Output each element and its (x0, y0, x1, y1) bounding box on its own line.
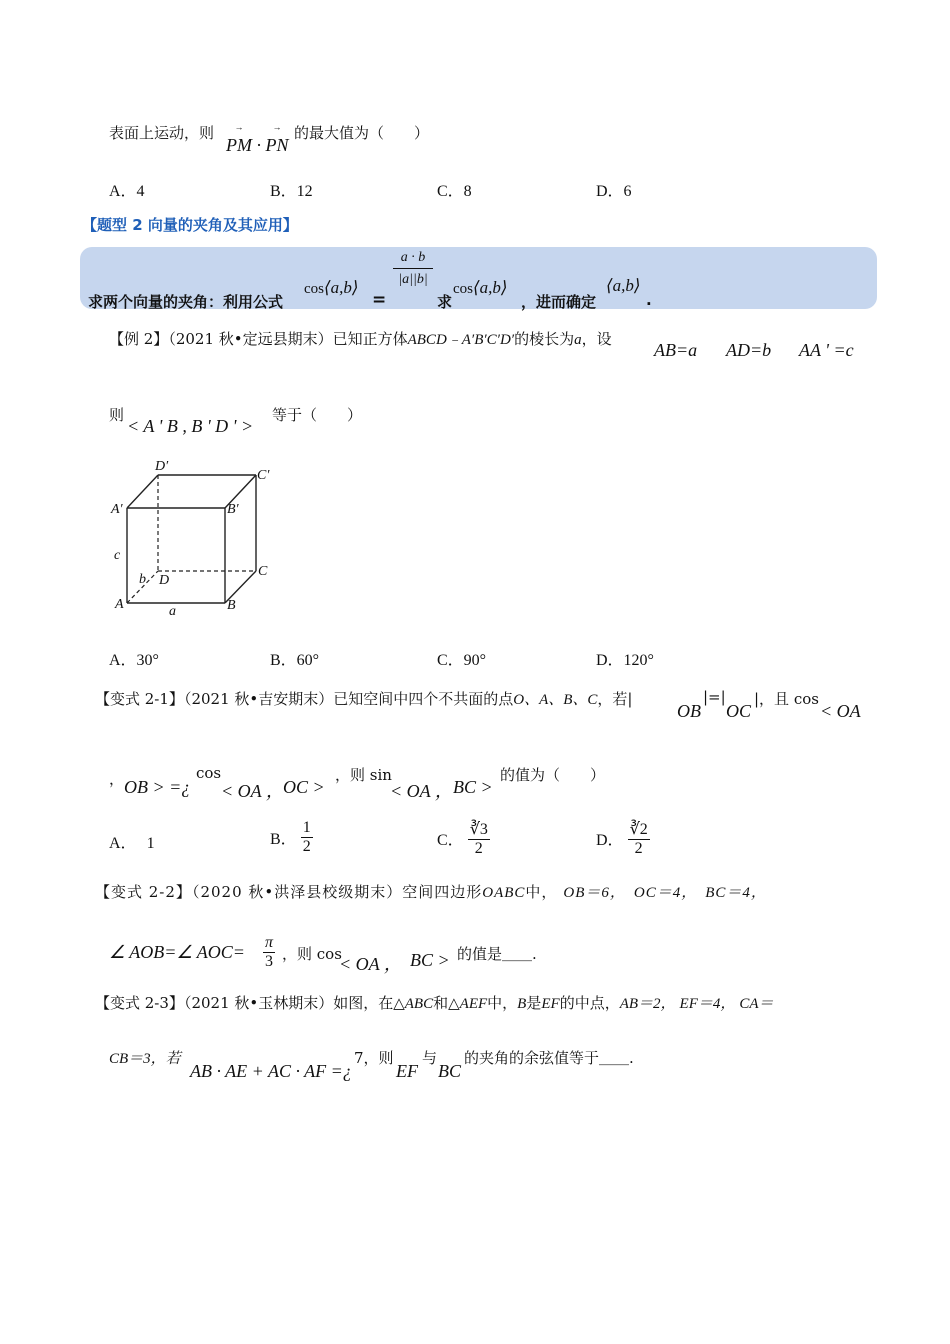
option-c-den: 2 (474, 840, 483, 857)
formula-prefix: 求两个向量的夹角：利用公式 (88, 293, 284, 311)
fraction-denominator: |a||b| (398, 272, 428, 287)
angle-ab-2: ⟨a,b⟩ (473, 278, 508, 297)
eq-ad: AD=b (726, 340, 772, 360)
formula-cos-2 (453, 278, 508, 298)
example2-line1 (109, 328, 612, 349)
variant23-cb: CB＝3，若 (109, 1051, 181, 1067)
abs-equals: |=| (703, 688, 726, 706)
variant23-line1 (95, 992, 774, 1013)
variant23-text4: 的中点， (559, 994, 620, 1012)
label-c-edge: c (114, 548, 121, 563)
formula-end: . (646, 291, 652, 309)
variant21-text2: ，若| (597, 690, 633, 708)
cube-name: ABCD﹣A′B′C′D′ (407, 332, 515, 348)
option-b-den: 2 (302, 838, 311, 855)
option-d-fraction (628, 819, 650, 858)
edge-ap-dp (127, 475, 158, 508)
variant22-angles: ∠ AOB=∠ AOC= (109, 942, 245, 962)
label-cp: C′ (257, 468, 270, 483)
vector-pm: → PM (226, 135, 252, 156)
variant21-option-b (270, 819, 313, 856)
option-c-fraction (468, 819, 490, 858)
option-b-num: 1 (302, 819, 311, 836)
variant21-points: O、A、B、C (513, 692, 598, 708)
section-heading: 【题型 2 向量的夹角及其应用】 (82, 216, 298, 234)
option-c-label: C． (437, 832, 464, 849)
option-b-label: B． (270, 831, 297, 848)
example2-option-b: B．60° (270, 652, 320, 669)
formula-fraction (393, 250, 433, 288)
q1-option-c: C．8 (437, 183, 472, 200)
variant23-ef: EF (541, 996, 560, 1012)
option-a-value: 1 (146, 835, 155, 852)
variant21-tail: 的值为（ ） (500, 766, 606, 784)
formula-equals: = (372, 290, 387, 310)
angle-ab-3: ⟨a,b⟩ (606, 276, 641, 295)
variant22-ob: OB＝6， (563, 885, 626, 901)
variant21-then-sin: ，则 sin (335, 766, 392, 784)
variant23-text3: 是 (526, 994, 542, 1012)
example2-option-d: D．120° (596, 652, 654, 669)
variant21-cos: cos (196, 764, 222, 782)
eq-ab: AB=a (654, 340, 698, 360)
q1-stem-text: 表面上运动，则 (109, 124, 215, 142)
pi-over-3 (263, 934, 275, 971)
label-a: A (115, 597, 124, 612)
example2-line2-post: 等于（ ） (272, 406, 363, 424)
variant22-line1 (95, 881, 767, 902)
example2-label: 【例 2】 (109, 330, 169, 348)
pi-den: 3 (265, 953, 273, 970)
label-d: D (159, 573, 170, 588)
q1-tail: 的最大值为（ ） (294, 124, 430, 142)
variant23-ab: AB＝2， (619, 996, 676, 1012)
variant23-abc: ABC (404, 996, 434, 1012)
option-b-fraction (301, 819, 313, 856)
variant23-yu: 与 (422, 1049, 438, 1067)
variant21-oa2: < OA ， (390, 781, 453, 801)
example2-option-c: C．90° (437, 652, 487, 669)
example2-angle-expr: < A ' B , B ' D ' > (127, 416, 254, 436)
variant23-ef2: EF＝4， (679, 996, 736, 1012)
formula-mid: 求 (437, 293, 453, 311)
variant23-and: 和△ (433, 994, 460, 1012)
variant23-text: （2021 秋•玉林期末）如图，在△ (183, 994, 405, 1012)
dot-operator: · (256, 135, 261, 155)
variant21-bc: BC > (453, 777, 493, 797)
option-d-label: D． (596, 832, 624, 849)
label-dp: D′ (155, 459, 169, 474)
formula-cos (304, 278, 359, 298)
vector-pn: → PN (266, 135, 289, 156)
angle-oa: < OA (820, 701, 861, 721)
example2-text3: ，设 (581, 330, 612, 348)
q1-stem (109, 122, 214, 143)
option-d-num: ∛2 (629, 821, 648, 838)
label-bp: B′ (227, 502, 239, 517)
variant21-oc: OC > (283, 777, 325, 797)
variant23-aef: AEF (459, 996, 488, 1012)
example2-option-a: A．30° (109, 652, 159, 669)
example2-text2: 的棱长为 (514, 330, 575, 348)
variant22-bc: BC＝4， (705, 885, 767, 901)
variant23-label: 【变式 2-3】 (95, 994, 184, 1012)
variant22-tail: 的值是＿＿. (457, 945, 537, 963)
variant21-oa: < OA ， (221, 781, 284, 801)
variant23-ef-vec: EF (396, 1061, 418, 1081)
variant21-ob-close: OB > =¿ (124, 777, 191, 797)
cube-figure (105, 455, 285, 620)
variant23-tail: 的夹角的余弦值等于＿＿. (464, 1049, 634, 1067)
angle-ab: ⟨a,b⟩ (324, 278, 359, 297)
variant22-oabc: OABC (482, 885, 526, 901)
option-a-label: A． (109, 835, 137, 852)
cos-text-2: cos (453, 281, 473, 297)
q1-expression (226, 135, 289, 156)
vector-ob: OB (677, 701, 701, 721)
example2-line2-pre: 则 (109, 406, 125, 424)
variant23-bc-vec: BC (438, 1061, 462, 1081)
pi-num: π (265, 934, 274, 951)
variant23-seven: 7，则 (354, 1049, 394, 1067)
edge-a: a (574, 332, 582, 348)
variant22-oc: OC＝4， (633, 885, 698, 901)
variant21-label: 【变式 2-1】 (95, 690, 184, 708)
label-c: C (258, 564, 268, 579)
variant23-dot-expr: AB · AE + AC · AF =¿ (190, 1061, 352, 1081)
variant22-label: 【变式 2-2】 (95, 883, 192, 901)
vector-oc: OC (726, 701, 752, 721)
variant22-oa: < OA ， (339, 954, 402, 974)
variant21-comma: ， (109, 770, 125, 788)
variant21-text3: |，且 cos (754, 690, 819, 708)
label-b: B (227, 598, 236, 613)
eq-aa: AA ' =c (799, 340, 854, 360)
variant21-option-c (437, 819, 490, 858)
q1-option-b: B．12 (270, 183, 313, 200)
variant23-ca: CA＝ (739, 996, 774, 1012)
label-ap: A′ (111, 502, 123, 517)
label-a-edge: a (169, 604, 176, 619)
variant21-option-a (109, 830, 155, 853)
option-d-den: 2 (634, 840, 643, 857)
q1-option-d: D．6 (596, 183, 632, 200)
variant22-text2: 中， (525, 883, 558, 901)
q1-option-a: A．4 (109, 183, 145, 200)
variant21-option-d (596, 819, 650, 858)
option-c-num: ∛3 (469, 821, 488, 838)
variant23-b: B (517, 996, 527, 1012)
variant22-then-cos: ，则 cos (282, 945, 342, 963)
variant21-line1 (95, 688, 632, 709)
example2-source: （2021 秋•定远县期末）已知正方体 (168, 330, 408, 348)
variant22-text: （2020 秋•洪泽县校级期末）空间四边形 (191, 883, 483, 901)
variant23-text2: 中， (487, 994, 518, 1012)
label-b-edge: b (139, 572, 146, 587)
fraction-numerator: a · b (393, 250, 433, 269)
variant22-bc-vec: BC > (410, 950, 450, 970)
variant21-text: （2021 秋•吉安期末）已知空间中四个不共面的点 (183, 690, 514, 708)
cos-text: cos (304, 281, 324, 297)
formula-suffix: ，进而确定 (521, 293, 597, 311)
